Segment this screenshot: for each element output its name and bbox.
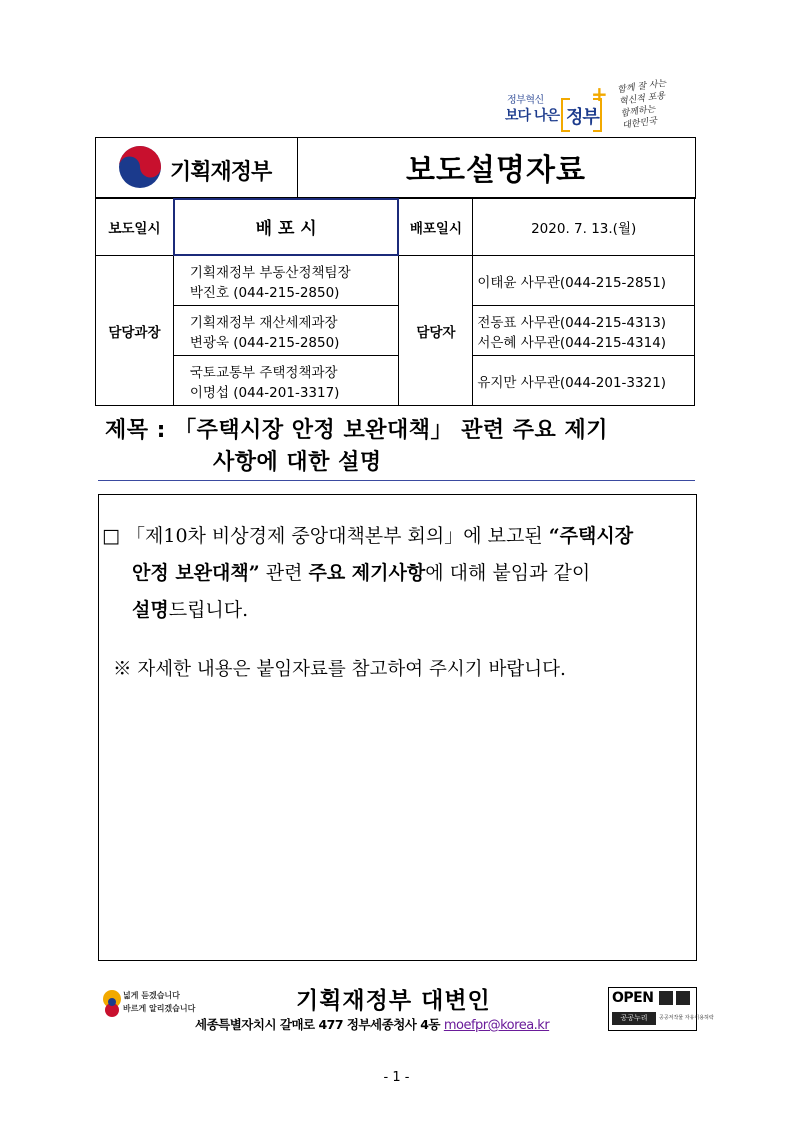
- dept-cell: [173, 256, 399, 306]
- open-note: 공공저작물 자유이용허락: [659, 1015, 714, 1021]
- subject-line-2: 사항에 대한 설명: [213, 450, 382, 475]
- contact-person: 서은혜 사무관(044-215-4314): [477, 334, 667, 351]
- text-run: 관련: [259, 562, 309, 584]
- attribution-icon: [659, 991, 673, 1005]
- dept-cell: [173, 306, 399, 356]
- subject-line-1: 제목 : 「주택시장 안정 보완대책」 관련 주요 제기: [105, 418, 608, 443]
- ear-icon: [101, 988, 123, 1018]
- listen-logo: [101, 986, 196, 1026]
- contact-cell: [473, 256, 695, 306]
- text-run-bold: “주택시장: [548, 525, 634, 547]
- reference-note: ※ 자세한 내용은 붙임자료를 참고하여 주시기 바랍니다.: [113, 659, 566, 680]
- document-title: 보도설명자료: [406, 153, 586, 188]
- address-text: 세종특별자치시 갈매로 477 정부세종청사 4동: [195, 1017, 444, 1032]
- distribute-value: 2020. 7. 13.(월): [473, 198, 695, 256]
- open-sub-label: 공공누리: [612, 1012, 656, 1025]
- checkbox-glyph: □: [102, 525, 120, 547]
- contact-label: 담당자: [399, 256, 473, 406]
- paragraph-line: [102, 592, 690, 629]
- plus-icon: +: [591, 82, 608, 106]
- logo-caption: 넓게 듣겠습니다: [123, 991, 180, 1000]
- slogan-line: 함께 잘 사는: [616, 78, 667, 96]
- open-label: OPEN: [612, 990, 654, 1006]
- dept-person: 이명섭 (044-201-3317): [189, 384, 340, 401]
- government-innovation-logo: [505, 82, 608, 134]
- dept-label: 담당과장: [96, 256, 174, 406]
- text-run-bold: 안정 보완대책”: [132, 562, 260, 584]
- distribute-label: 배포일시: [399, 198, 473, 256]
- logo-caption: 바르게 알리겠습니다: [123, 1004, 196, 1013]
- text-run: 「제10차 비상경제 중앙대책본부 회의」에 보고된: [126, 525, 549, 547]
- contact-person: 이태윤 사무관(044-215-2851): [477, 274, 667, 291]
- spokesman-title: 기획재정부 대변인: [296, 988, 491, 1014]
- logo-text-3: 정부: [566, 107, 599, 128]
- logo-text-2: 보다 나은: [505, 108, 559, 124]
- subject-heading: [105, 415, 705, 479]
- paragraph-line: [102, 555, 690, 592]
- release-label: 보도일시: [96, 198, 174, 256]
- main-paragraph: [102, 518, 690, 629]
- dept-cell: [173, 356, 399, 406]
- text-run-bold: 설명: [132, 599, 169, 621]
- open-license-badge: [608, 987, 714, 1031]
- dept-name: 기획재정부 부동산정책팀장: [189, 264, 351, 281]
- contact-cell: [473, 356, 695, 406]
- slogan-line: 대한민국: [621, 116, 658, 132]
- email-link[interactable]: moefpr@korea.kr: [443, 1018, 550, 1033]
- contact-person: 전동표 사무관(044-215-4313): [477, 314, 667, 331]
- slogan-calligraphy: [617, 76, 686, 136]
- release-value: 배 포 시: [173, 198, 399, 256]
- contact-cell: [473, 306, 695, 356]
- address-line: [195, 1015, 549, 1033]
- logo-text-1: 정부혁신: [507, 95, 544, 106]
- paragraph-line: [102, 518, 690, 555]
- text-run-bold: 주요 제기사항: [308, 562, 426, 584]
- contact-person: 유지만 사무관(044-201-3321): [477, 374, 667, 391]
- text-run: 에 대해 붙임과 같이: [425, 562, 591, 584]
- dept-name: 국토교통부 주택정책과장: [189, 364, 338, 381]
- dept-person: 변광욱 (044-215-2850): [189, 334, 340, 351]
- slogan-line: 함께하는: [620, 104, 656, 120]
- info-table: [95, 197, 695, 406]
- subject-underline: [98, 480, 695, 481]
- non-commercial-icon: [676, 991, 690, 1005]
- text-run: 드립니다.: [168, 599, 249, 621]
- slogan-line: 혁신적 포용: [618, 90, 666, 108]
- page-number: - 1 -: [383, 1070, 410, 1085]
- dept-person: 박진호 (044-215-2850): [189, 284, 340, 301]
- ministry-name: 기획재정부: [170, 160, 272, 185]
- dept-name: 기획재정부 재산세제과장: [189, 314, 338, 331]
- taegeuk-emblem-icon: [118, 145, 162, 189]
